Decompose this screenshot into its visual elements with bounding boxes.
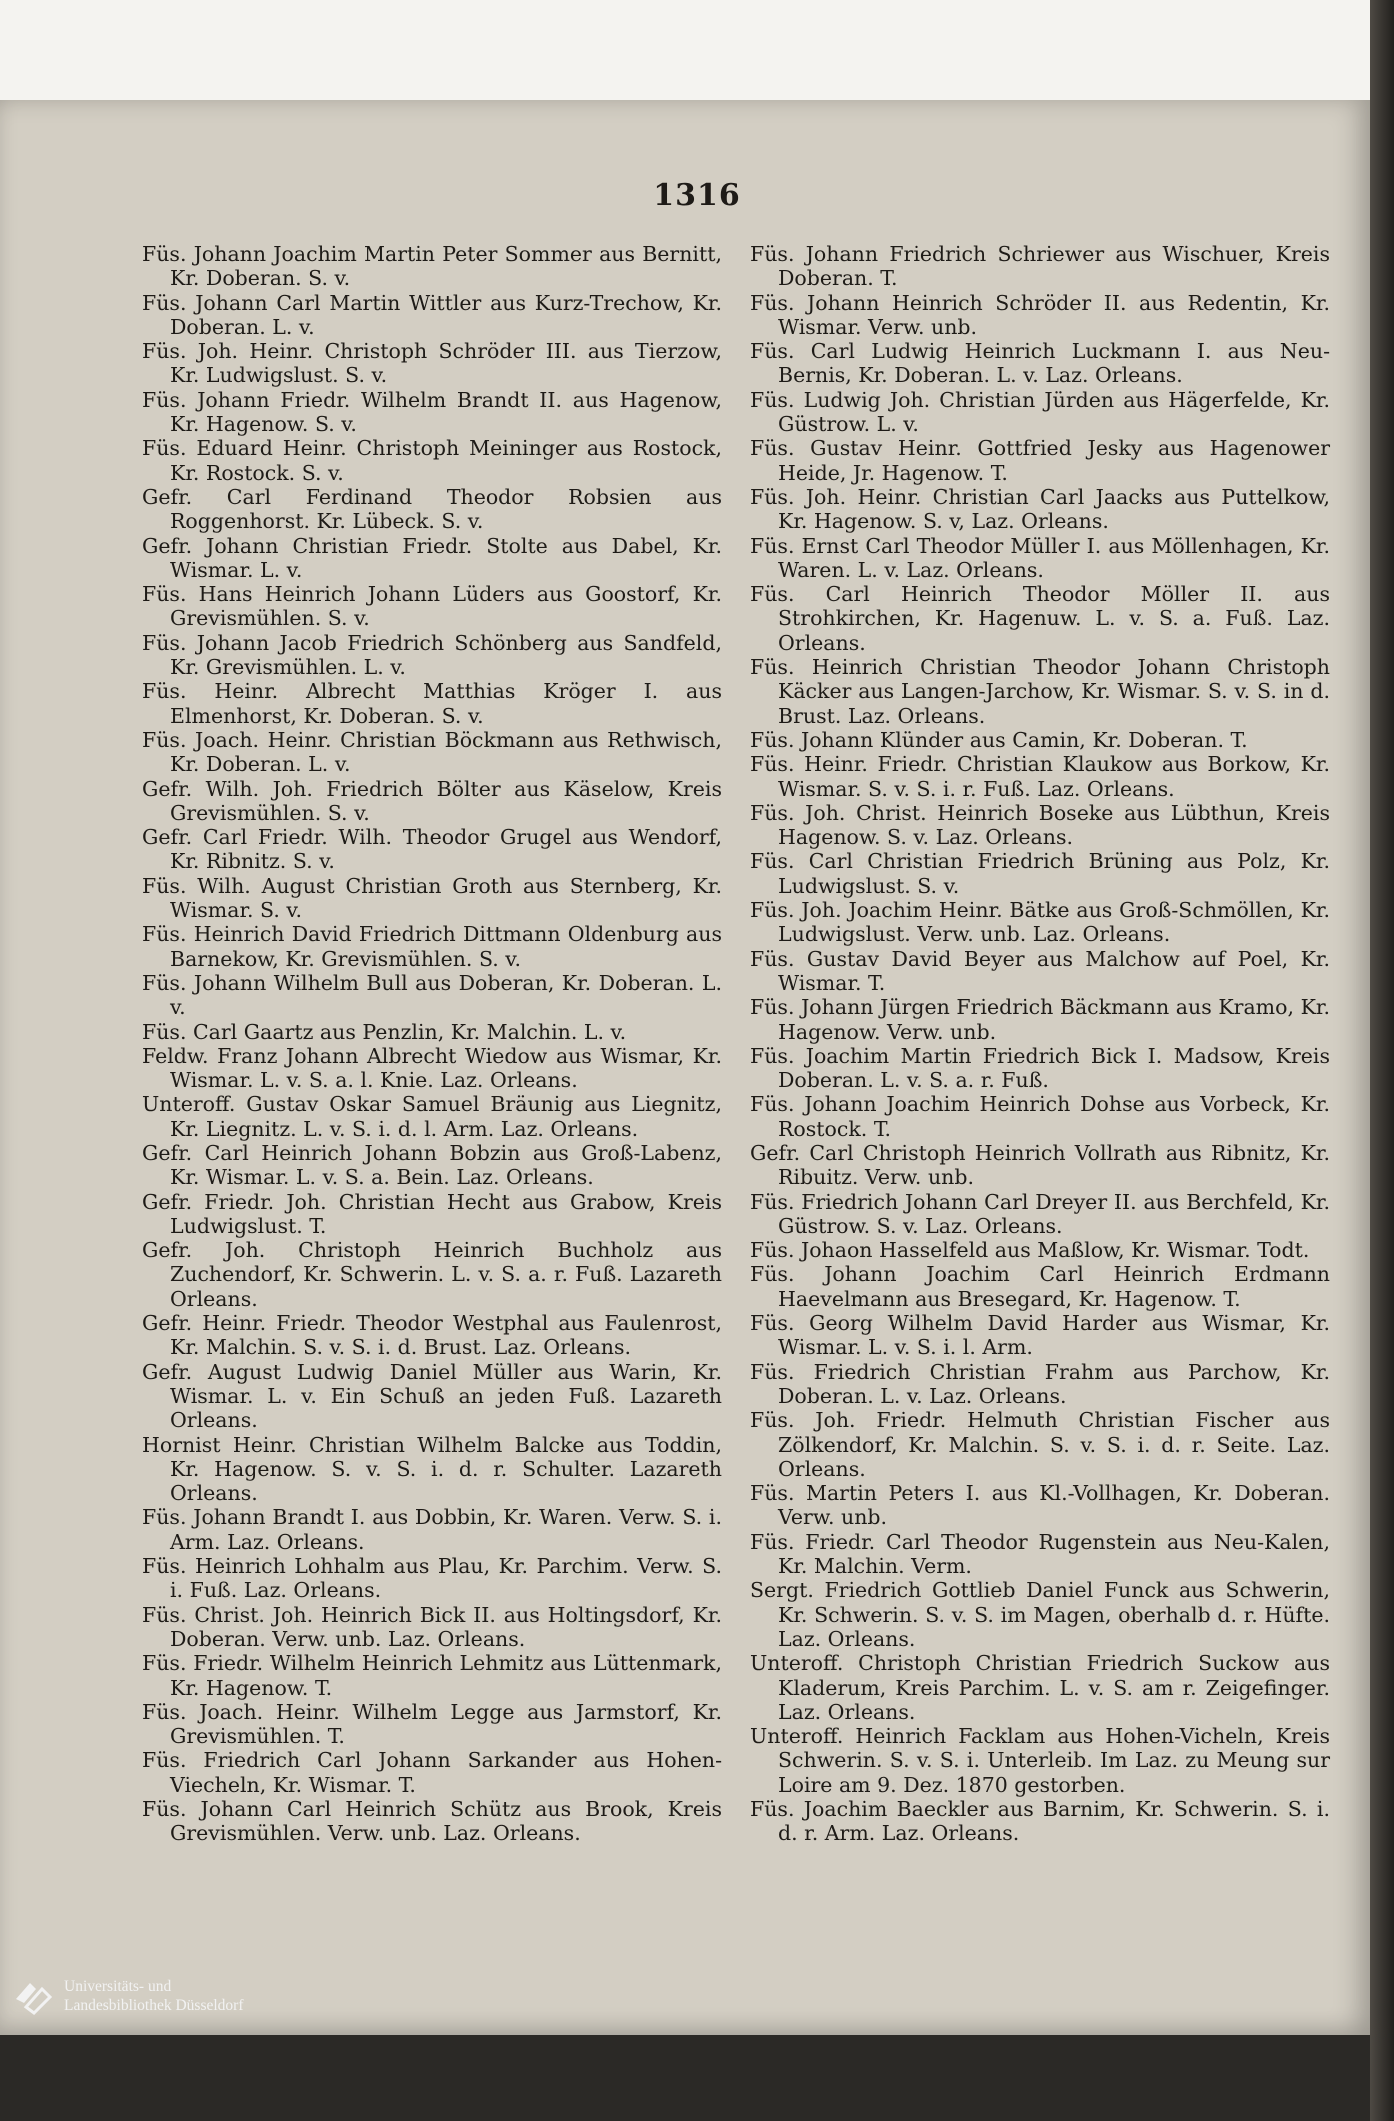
roster-entry: Füs. Johann Joachim Heinrich Dohse aus Vorbeck, Kr. Rostock. T. <box>750 1092 1330 1141</box>
roster-entry: Füs. Johann Brandt I. aus Dobbin, Kr. Waren. Verw. S. i. Arm. Laz. Orleans. <box>142 1505 722 1554</box>
roster-entry: Füs. Joachim Baeckler aus Barnim, Kr. Schwerin. S. i. d. r. Arm. Laz. Orleans. <box>750 1797 1330 1846</box>
roster-entry: Füs. Johann Wilhelm Bull aus Doberan, Kr. Doberan. L. v. <box>142 970 722 1020</box>
roster-entry: Füs. Friedrich Carl Johann Sarkander aus Hohen-Viecheln, Kr. Wismar. T. <box>142 1748 722 1797</box>
roster-entry: Gefr. Carl Heinrich Johann Bobzin aus Groß-Labenz, Kr. Wismar. L. v. S. a. Bein. Laz. Orleans. <box>142 1140 722 1190</box>
roster-entry: Füs. Georg Wilhelm David Harder aus Wismar, Kr. Wismar. L. v. S. i. l. Arm. <box>750 1311 1330 1360</box>
roster-entry: Füs. Carl Heinrich Theodor Möller II. aus Strohkirchen, Kr. Hagenuw. L. v. S. a. Fuß. Laz. Orleans. <box>750 582 1330 655</box>
roster-entry: Füs. Johann Carl Martin Wittler aus Kurz-Trechow, Kr. Doberan. L. v. <box>142 290 722 339</box>
library-watermark <box>12 1972 244 2020</box>
roster-entry: Füs. Carl Christian Friedrich Brüning aus Polz, Kr. Ludwigslust. S. v. <box>750 849 1330 898</box>
roster-entry: Füs. Joh. Joachim Heinr. Bätke aus Groß-Schmöllen, Kr. Ludwigslust. Verw. unb. Laz. Orleans. <box>750 898 1330 947</box>
roster-entry: Füs. Ludwig Joh. Christian Jürden aus Hägerfelde, Kr. Güstrow. L. v. <box>750 387 1330 437</box>
right-column <box>750 242 1330 1846</box>
roster-entry: Füs. Joh. Friedr. Helmuth Christian Fischer aus Zölkendorf, Kr. Malchin. S. v. S. i. d. r. Seite. Laz. Orleans. <box>750 1408 1330 1481</box>
roster-entry: Füs. Friedrich Christian Frahm aus Parchow, Kr. Doberan. L. v. Laz. Orleans. <box>750 1359 1330 1408</box>
roster-entry: Füs. Joh. Heinr. Christian Carl Jaacks aus Puttelkow, Kr. Hagenow. S. v, Laz. Orleans. <box>750 484 1330 534</box>
roster-entry: Füs. Johann Klünder aus Camin, Kr. Doberan. T. <box>750 727 1248 752</box>
library-logo-icon <box>12 1975 54 2017</box>
roster-entry: Gefr. Carl Friedr. Wilh. Theodor Grugel aus Wendorf, Kr. Ribnitz. S. v. <box>142 825 722 874</box>
scan-bottom-margin <box>0 2035 1370 2121</box>
roster-entry: Gefr. August Ludwig Daniel Müller aus Warin, Kr. Wismar. L. v. Ein Schuß an jeden Fuß. Lazareth Orleans. <box>142 1359 722 1433</box>
roster-entry: Gefr. Heinr. Friedr. Theodor Westphal aus Faulenrost, Kr. Malchin. S. v. S. i. d. Brust. Laz. Orleans. <box>142 1311 722 1360</box>
roster-entry: Füs. Heinrich Christian Theodor Johann Christoph Käcker aus Langen-Jarchow, Kr. Wismar. S. v. S. in d. Brust. Laz. Orleans. <box>750 655 1330 728</box>
roster-entry: Füs. Gustav David Beyer aus Malchow auf Poel, Kr. Wismar. T. <box>750 946 1330 995</box>
roster-entry: Füs. Johann Friedr. Wilhelm Brandt II. aus Hagenow, Kr. Hagenow. S. v. <box>142 387 722 437</box>
roster-entry: Unteroff. Christoph Christian Friedrich Suckow aus Kladerum, Kreis Parchim. L. v. S. am r. Zeigefinger. Laz. Orleans. <box>750 1651 1330 1724</box>
roster-entry: Füs. Carl Gaartz aus Penzlin, Kr. Malchin. L. v. <box>142 1019 627 1044</box>
roster-entry: Feldw. Franz Johann Albrecht Wiedow aus Wismar, Kr. Wismar. L. v. S. a. l. Knie. Laz. Orleans. <box>142 1043 722 1093</box>
roster-entry: Füs. Heinr. Albrecht Matthias Kröger I. aus Elmenhorst, Kr. Doberan. S. v. <box>142 679 722 728</box>
watermark-line-2: Landesbibliothek Düsseldorf <box>64 1997 244 2014</box>
roster-entry: Füs. Johann Friedrich Schriewer aus Wischuer, Kreis Doberan. T. <box>750 242 1330 291</box>
left-column <box>142 242 722 1846</box>
roster-entry: Füs. Friedr. Carl Theodor Rugenstein aus Neu-Kalen, Kr. Malchin. Verm. <box>750 1529 1330 1579</box>
roster-entry: Füs. Joh. Christ. Heinrich Boseke aus Lübthun, Kreis Hagenow. S. v. Laz. Orleans. <box>750 800 1330 850</box>
roster-entry: Füs. Wilh. August Christian Groth aus Sternberg, Kr. Wismar. S. v. <box>142 873 722 923</box>
roster-entry: Füs. Friedrich Johann Carl Dreyer II. aus Berchfeld, Kr. Güstrow. S. v. Laz. Orleans. <box>750 1189 1330 1238</box>
roster-entry: Unteroff. Gustav Oskar Samuel Bräunig aus Liegnitz, Kr. Liegnitz. L. v. S. i. d. l. Arm. Laz. Orleans. <box>142 1092 722 1141</box>
scan-top-margin <box>0 0 1394 100</box>
roster-entry: Hornist Heinr. Christian Wilhelm Balcke aus Toddin, Kr. Hagenow. S. v. S. i. d. r. Schulter. Lazareth Orleans. <box>142 1432 722 1506</box>
roster-entry: Füs. Johann Jürgen Friedrich Bäckmann aus Kramo, Kr. Hagenow. Verw. unb. <box>750 995 1330 1044</box>
watermark-line-1: Universitäts- und <box>64 1978 172 1995</box>
roster-entry: Füs. Johann Jacob Friedrich Schönberg aus Sandfeld, Kr. Grevismühlen. L. v. <box>142 630 722 680</box>
roster-entry: Füs. Johann Joachim Carl Heinrich Erdmann Haevelmann aus Bresegard, Kr. Hagenow. T. <box>750 1262 1330 1311</box>
roster-entry: Füs. Eduard Heinr. Christoph Meininger aus Rostock, Kr. Rostock. S. v. <box>142 436 722 485</box>
roster-entry: Füs. Heinrich David Friedrich Dittmann Oldenburg aus Barnekow, Kr. Grevismühlen. S. v. <box>142 922 722 971</box>
roster-entry: Füs. Joh. Heinr. Christoph Schröder III. aus Tierzow, Kr. Ludwigslust. S. v. <box>142 339 722 388</box>
roster-entry: Füs. Joach. Heinr. Christian Böckmann aus Rethwisch, Kr. Doberan. L. v. <box>142 727 722 777</box>
roster-entry: Gefr. Wilh. Joh. Friedrich Bölter aus Käselow, Kreis Grevismühlen. S. v. <box>142 776 722 825</box>
roster-entry: Gefr. Johann Christian Friedr. Stolte aus Dabel, Kr. Wismar. L. v. <box>142 533 722 582</box>
roster-entry: Füs. Johann Joachim Martin Peter Sommer aus Bernitt, Kr. Doberan. S. v. <box>142 242 722 291</box>
roster-entry: Füs. Joach. Heinr. Wilhelm Legge aus Jarmstorf, Kr. Grevismühlen. T. <box>142 1699 722 1749</box>
roster-entry: Sergt. Friedrich Gottlieb Daniel Funck aus Schwerin, Kr. Schwerin. S. v. S. im Magen, oberhalb d. r. Hüfte. Laz. Orleans. <box>750 1578 1330 1651</box>
roster-entry: Gefr. Friedr. Joh. Christian Hecht aus Grabow, Kreis Ludwigslust. T. <box>142 1189 722 1238</box>
roster-entry: Füs. Johann Carl Heinrich Schütz aus Brook, Kreis Grevismühlen. Verw. unb. Laz. Orleans. <box>142 1797 722 1846</box>
roster-entry: Füs. Hans Heinrich Johann Lüders aus Goostorf, Kr. Grevismühlen. S. v. <box>142 582 722 631</box>
roster-entry: Füs. Carl Ludwig Heinrich Luckmann I. aus Neu-Bernis, Kr. Doberan. L. v. Laz. Orleans. <box>750 339 1330 388</box>
roster-entry: Füs. Johaon Hasselfeld aus Maßlow, Kr. Wismar. Todt. <box>750 1238 1310 1263</box>
roster-entry: Füs. Friedr. Wilhelm Heinrich Lehmitz aus Lüttenmark, Kr. Hagenow. T. <box>142 1651 722 1700</box>
roster-entry: Füs. Joachim Martin Friedrich Bick I. Madsow, Kreis Doberan. L. v. S. a. r. Fuß. <box>750 1043 1330 1093</box>
roster-entry: Füs. Heinr. Friedr. Christian Klaukow aus Borkow, Kr. Wismar. S. v. S. i. r. Fuß. Laz. Orleans. <box>750 752 1330 801</box>
roster-entry: Gefr. Joh. Christoph Heinrich Buchholz aus Zuchendorf, Kr. Schwerin. L. v. S. a. r. Fuß. Lazareth Orleans. <box>142 1238 722 1311</box>
book-spine-shadow <box>1370 0 1394 2121</box>
roster-entry: Füs. Gustav Heinr. Gottfried Jesky aus Hagenower Heide, Jr. Hagenow. T. <box>750 436 1330 485</box>
roster-entry: Gefr. Carl Ferdinand Theodor Robsien aus Roggenhorst. Kr. Lübeck. S. v. <box>142 484 722 534</box>
roster-entry: Füs. Christ. Joh. Heinrich Bick II. aus Holtingsdorf, Kr. Doberan. Verw. unb. Laz. Orleans. <box>142 1602 722 1651</box>
roster-entry: Füs. Heinrich Lohhalm aus Plau, Kr. Parchim. Verw. S. i. Fuß. Laz. Orleans. <box>142 1554 722 1603</box>
roster-entry: Füs. Ernst Carl Theodor Müller I. aus Möllenhagen, Kr. Waren. L. v. Laz. Orleans. <box>750 533 1330 582</box>
page-number: 1316 <box>653 178 741 213</box>
roster-entry: Füs. Johann Heinrich Schröder II. aus Redentin, Kr. Wismar. Verw. unb. <box>750 290 1330 339</box>
roster-entry: Unteroff. Heinrich Facklam aus Hohen-Vicheln, Kreis Schwerin. S. v. S. i. Unterleib. Im Laz. zu Meung sur Loire am 9. Dez. 1870 gestorben. <box>750 1724 1330 1797</box>
roster-entry: Füs. Martin Peters I. aus Kl.-Vollhagen, Kr. Doberan. Verw. unb. <box>750 1481 1330 1530</box>
roster-entry: Gefr. Carl Christoph Heinrich Vollrath aus Ribnitz, Kr. Ribuitz. Verw. unb. <box>750 1140 1330 1190</box>
